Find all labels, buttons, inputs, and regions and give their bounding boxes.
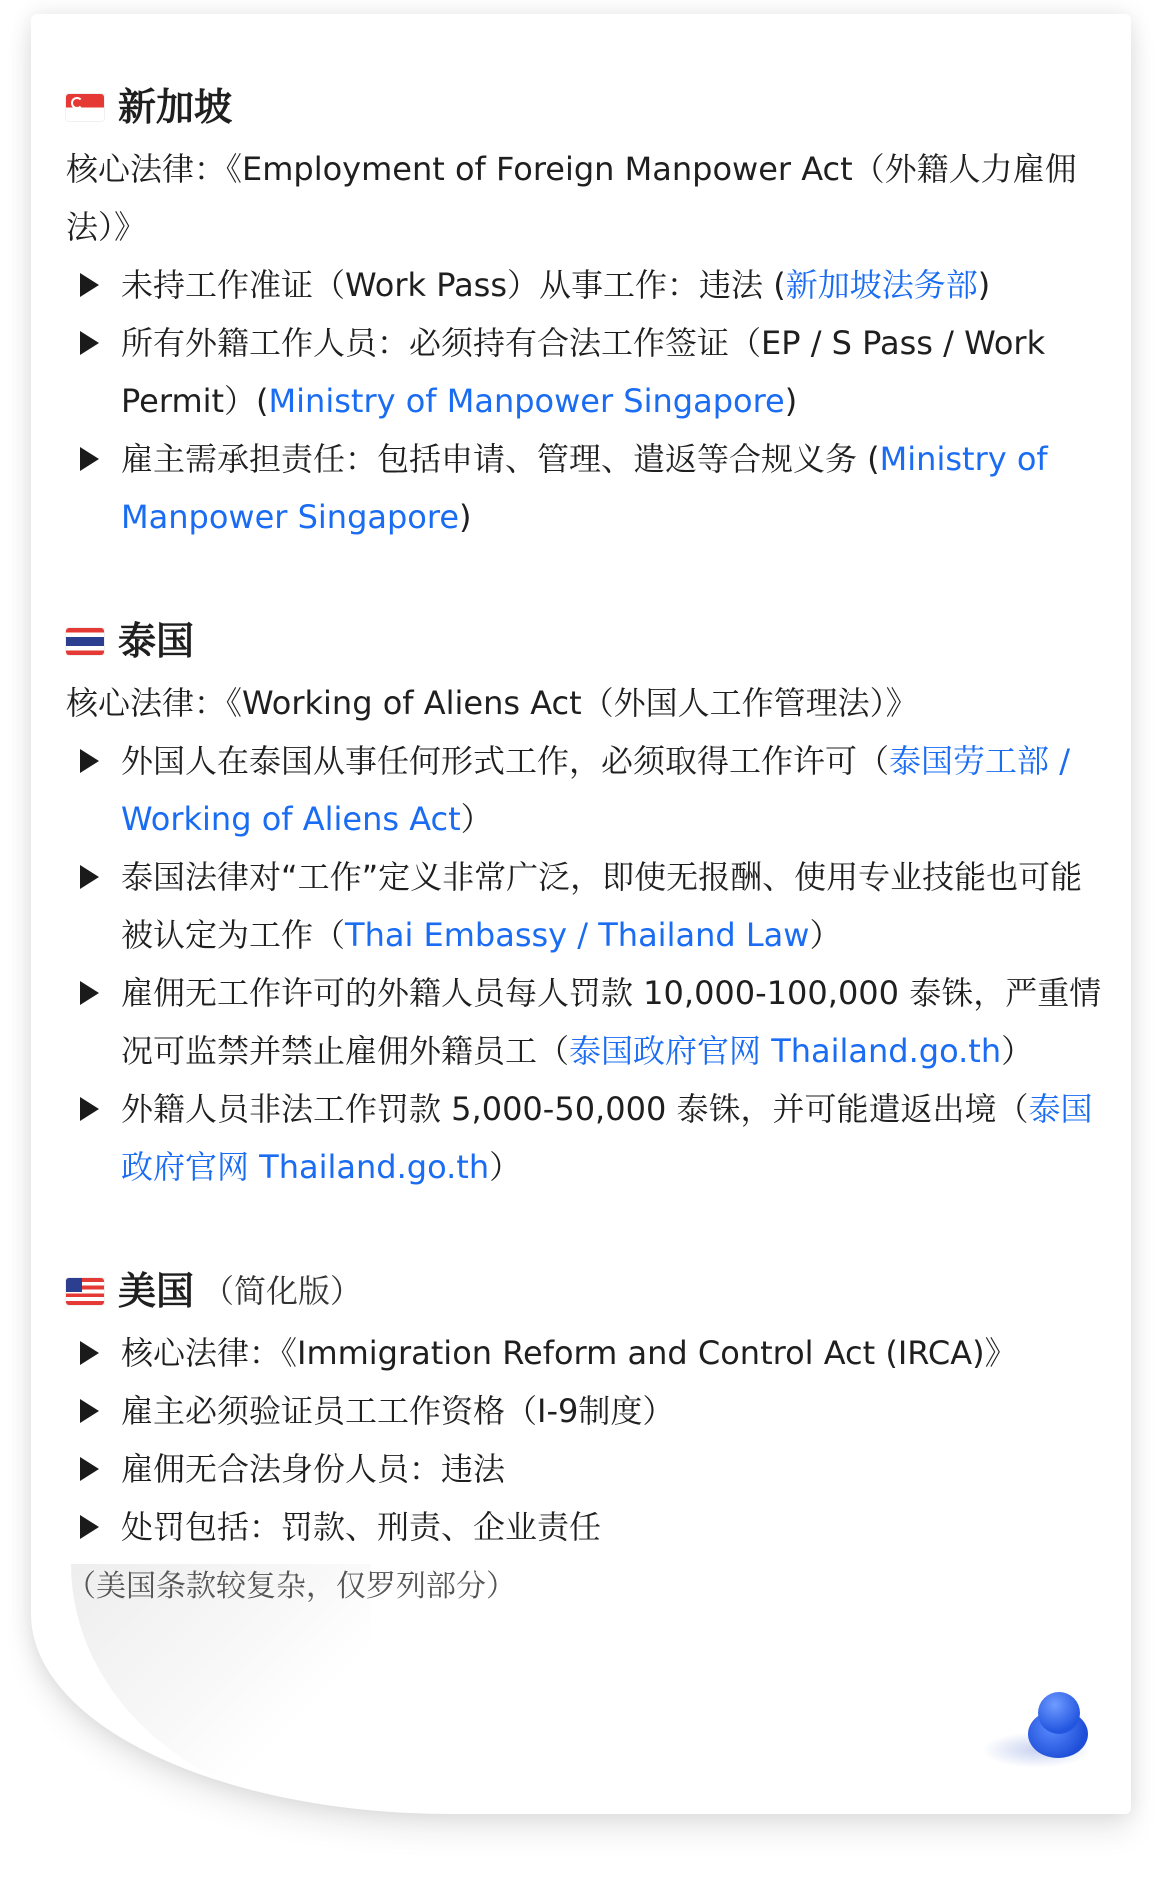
- triangle-bullet-icon: [80, 1399, 99, 1423]
- content: [66, 74, 1111, 1678]
- section-title: 泰国: [118, 619, 195, 663]
- list-item: [66, 314, 1111, 430]
- list-item: [66, 256, 1111, 314]
- triangle-bullet-icon: [80, 981, 99, 1005]
- list-item: [66, 1382, 1111, 1440]
- item-list: [66, 732, 1111, 1196]
- section-title: 新加坡: [118, 85, 233, 129]
- section-usa: [66, 1258, 1111, 1616]
- list-item: [66, 964, 1111, 1080]
- source-link[interactable]: 新加坡法务部: [785, 266, 978, 304]
- list-item: [66, 848, 1111, 964]
- footnote: （美国条款较复杂，仅罗列部分）: [66, 1569, 516, 1604]
- source-link[interactable]: 泰国政府官网 Thailand.go.th: [121, 1090, 1093, 1186]
- item-tail: ）: [1001, 1032, 1034, 1070]
- singapore-flag-icon: [66, 94, 104, 121]
- core-law: 核心法律：《Employment of Foreign Manpower Act（外籍人力雇佣法）》: [66, 150, 1077, 246]
- item-text: 外籍人员非法工作罚款 5,000-50,000 泰铢，并可能遣返出境（: [121, 1090, 1029, 1128]
- section-heading-singapore: [66, 74, 1111, 140]
- item-list: [66, 256, 1111, 546]
- item-text: 未持工作准证（Work Pass）从事工作：违法 (: [121, 266, 786, 304]
- source-link[interactable]: Ministry of Manpower Singapore: [121, 440, 1048, 536]
- item-tail: ）: [809, 916, 842, 954]
- source-link[interactable]: 泰国政府官网 Thailand.go.th: [569, 1032, 1002, 1070]
- item-tail: ): [784, 382, 798, 420]
- item-text: 外国人在泰国从事任何形式工作，必须取得工作许可（: [121, 742, 890, 780]
- section-singapore: [66, 74, 1111, 546]
- list-item: [66, 1440, 1111, 1498]
- item-text: 核心法律：《Immigration Reform and Control Act (IRCA)》: [121, 1334, 1017, 1372]
- pin-head: [1038, 1692, 1080, 1734]
- triangle-bullet-icon: [80, 1515, 99, 1539]
- item-tail: ): [459, 498, 472, 536]
- item-text: 雇主必须验证员工工作资格（I-9制度）: [121, 1392, 675, 1430]
- item-text: 泰国法律对“工作”定义非常广泛，即使无报酬、使用专业技能也可能被认定为工作（: [121, 858, 1083, 954]
- section-title: 美国: [118, 1269, 195, 1313]
- source-link[interactable]: Ministry of Manpower Singapore: [268, 382, 785, 420]
- item-text: 所有外籍工作人员：必须持有合法工作签证（EP / S Pass / Work Permit）(: [121, 324, 1046, 420]
- section-note: （简化版）: [202, 1272, 363, 1310]
- item-text: 雇佣无工作许可的外籍人员每人罚款 10,000-100,000 泰铢，严重情况可监禁并禁止雇佣外籍员工（: [121, 974, 1102, 1070]
- source-link[interactable]: 泰国劳工部 / Working of Aliens Act: [121, 742, 1070, 838]
- item-tail: ）: [489, 1148, 522, 1186]
- list-item: [66, 1498, 1111, 1556]
- triangle-bullet-icon: [80, 447, 99, 471]
- list-item: [66, 732, 1111, 848]
- item-text: 雇主需承担责任：包括申请、管理、遣返等合规义务 (: [121, 440, 880, 478]
- list-item: [66, 430, 1111, 546]
- list-item: [66, 1324, 1111, 1382]
- triangle-bullet-icon: [80, 749, 99, 773]
- item-tail: ): [977, 266, 991, 304]
- section-heading-usa: [66, 1258, 1111, 1324]
- usa-flag-icon: [66, 1278, 104, 1305]
- triangle-bullet-icon: [80, 1457, 99, 1481]
- section-thailand: [66, 608, 1111, 1196]
- pushpin-icon: [1022, 1692, 1092, 1762]
- item-tail: ）: [460, 800, 493, 838]
- thailand-flag-icon: [66, 628, 104, 655]
- list-item: [66, 1080, 1111, 1196]
- paper-card: [31, 14, 1131, 1814]
- source-link[interactable]: Thai Embassy / Thailand Law: [345, 916, 810, 954]
- triangle-bullet-icon: [80, 1341, 99, 1365]
- section-heading-thailand: [66, 608, 1111, 674]
- triangle-bullet-icon: [80, 865, 99, 889]
- item-list: [66, 1324, 1111, 1556]
- item-text: 雇佣无合法身份人员：违法: [121, 1450, 506, 1488]
- core-law: 核心法律：《Working of Aliens Act（外国人工作管理法）》: [66, 684, 918, 722]
- triangle-bullet-icon: [80, 273, 99, 297]
- item-text: 处罚包括：罚款、刑责、企业责任: [121, 1508, 602, 1546]
- triangle-bullet-icon: [80, 1097, 99, 1121]
- triangle-bullet-icon: [80, 331, 99, 355]
